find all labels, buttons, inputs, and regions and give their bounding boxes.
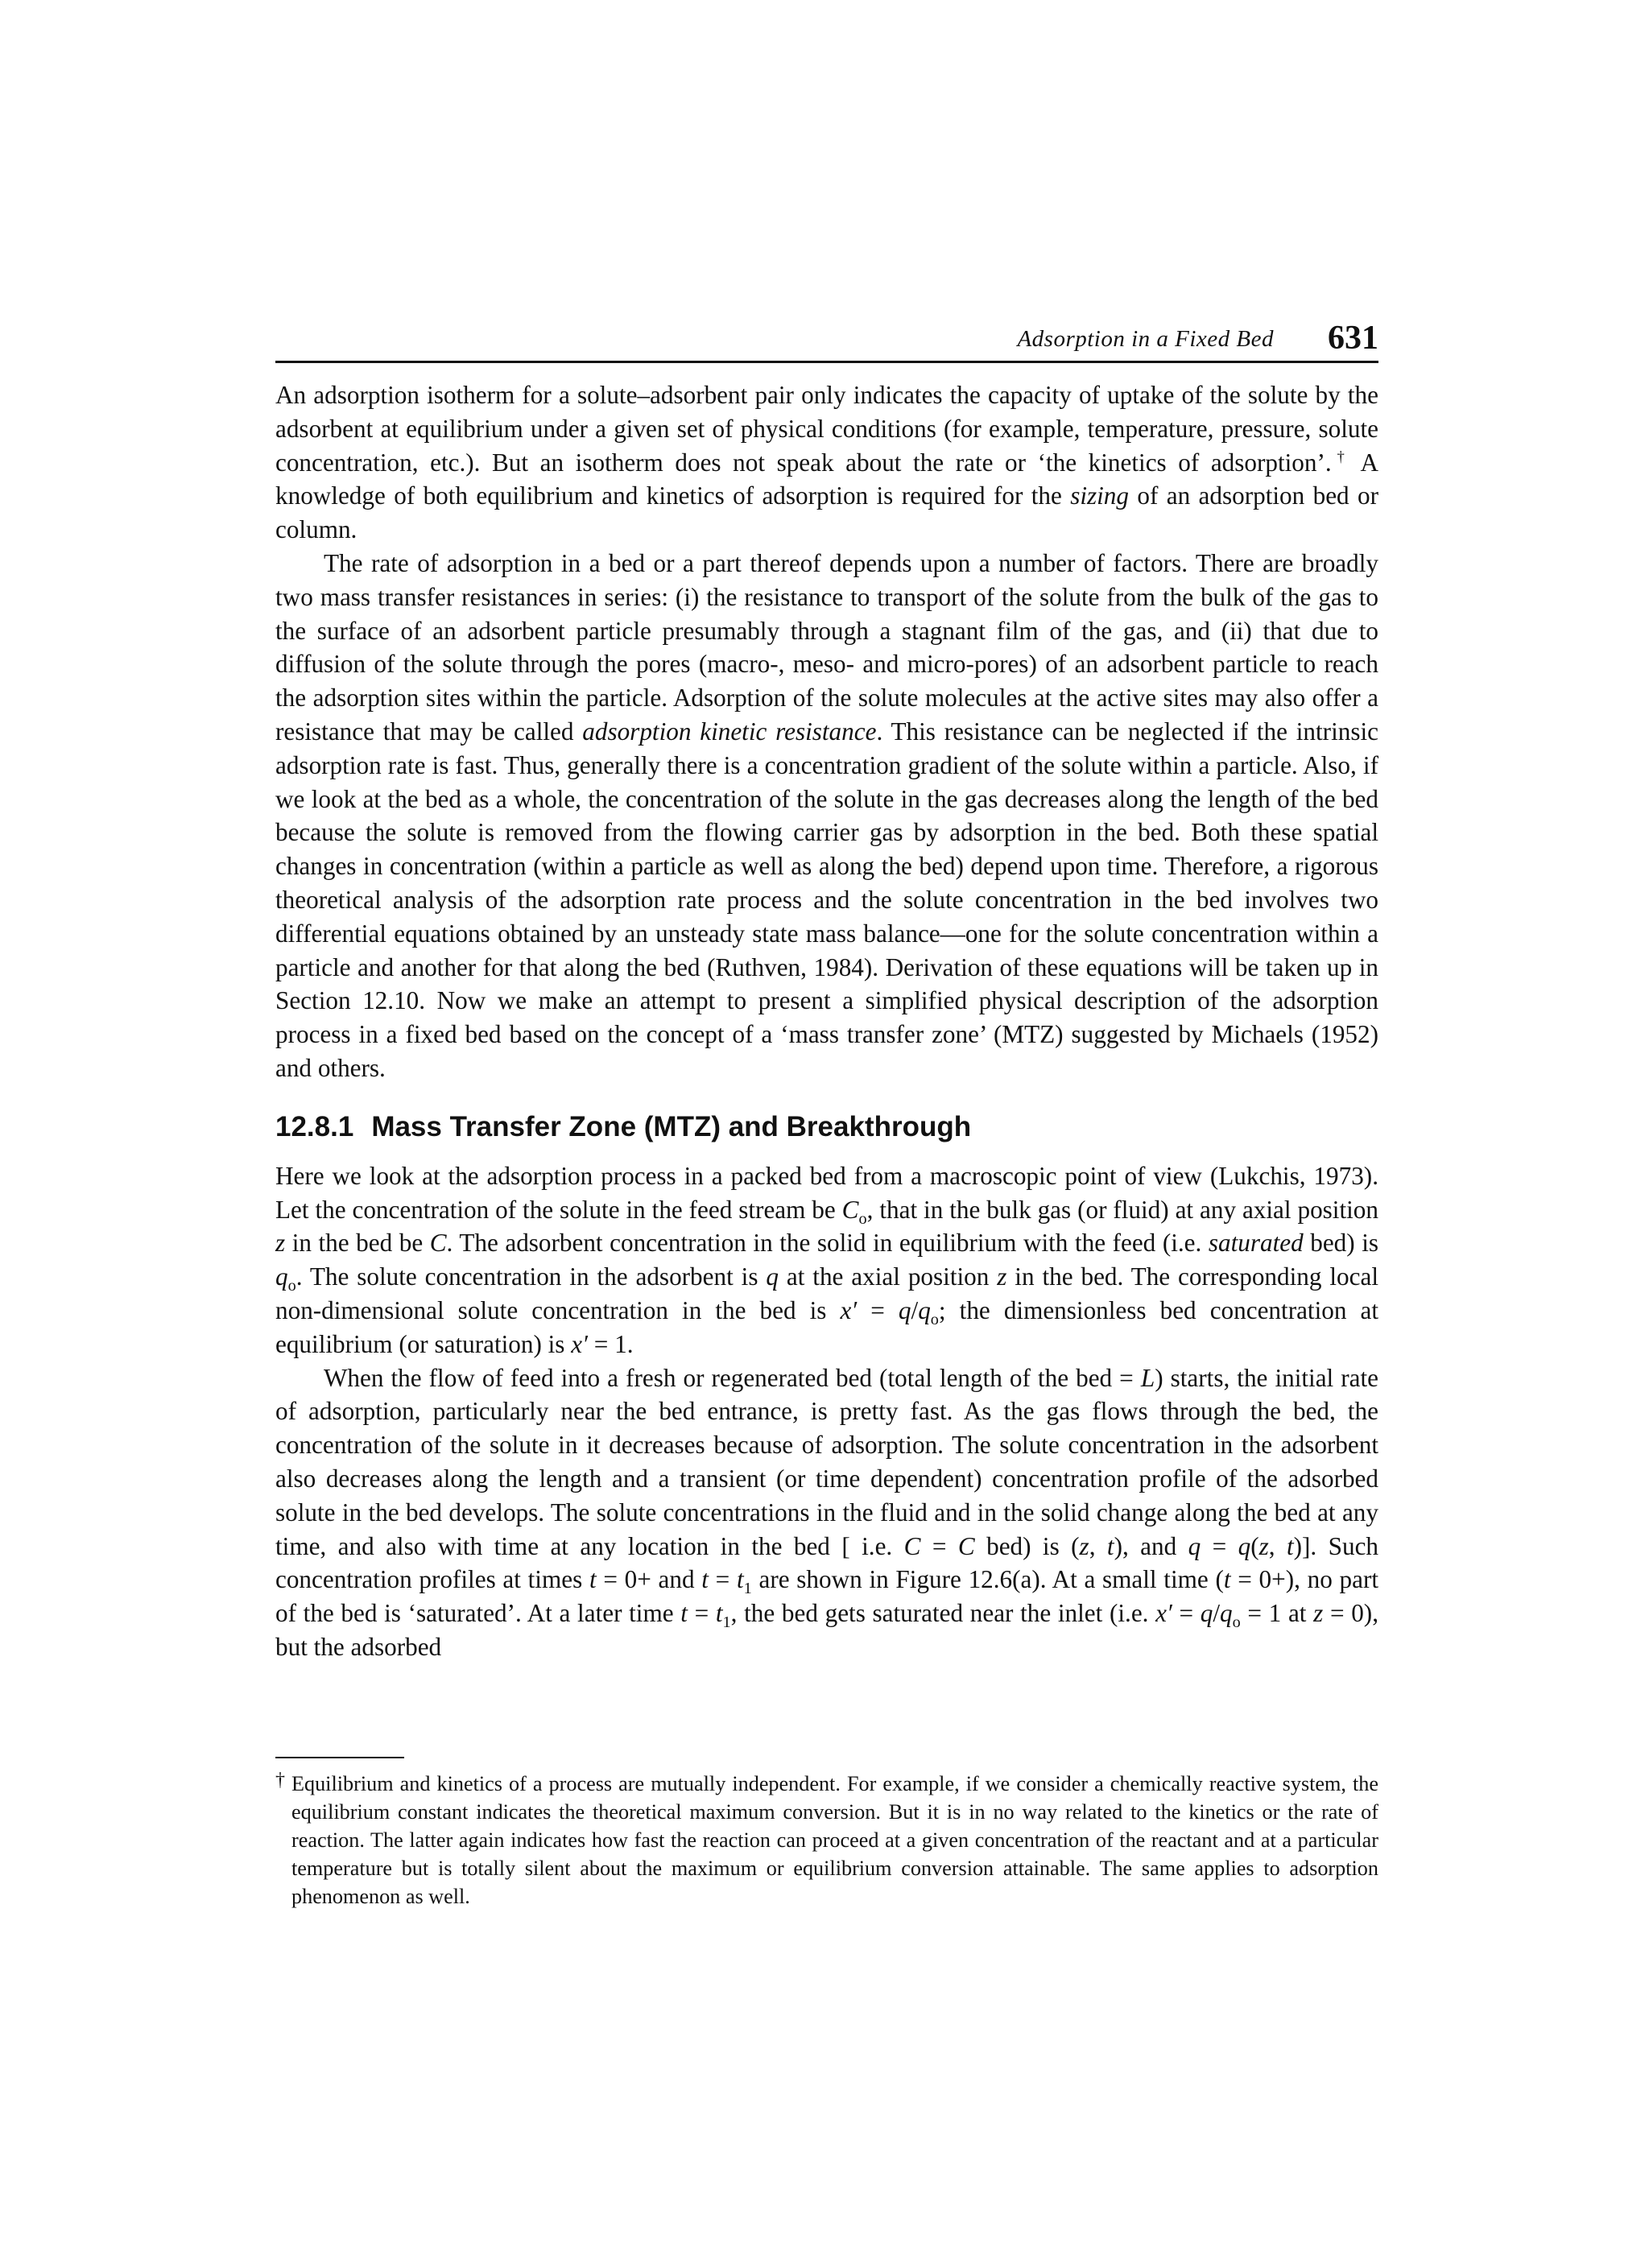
paragraph-flow bbox=[275, 1361, 1378, 1664]
text-run: ; the dimensionless bed concentration at equilibrium (or saturation) is bbox=[275, 1295, 1379, 1358]
text-run: = bbox=[920, 1531, 958, 1560]
symbol-x-prime: x′ bbox=[571, 1329, 588, 1358]
text-run: = bbox=[708, 1565, 737, 1594]
symbol-q: q bbox=[766, 1262, 779, 1291]
symbol-t: t bbox=[589, 1565, 597, 1594]
symbol-q: q bbox=[1188, 1531, 1201, 1560]
text-run: , that in the bulk gas (or fluid) at any axial position bbox=[866, 1195, 1378, 1224]
footnote-mark: † bbox=[275, 1770, 285, 1791]
text-run: are shown in Figure 12.6(a). At a small time ( bbox=[751, 1565, 1224, 1594]
text-run: ) starts, the initial rate of adsorption, particularly near the bed entrance, is pretty fast. As the gas flows through the bed, the concentration of the solute in it decreases because of adsorption. The solute concentration in the adsorbent also decreases along the length and a transient (or time dependent) concentration profile of the adsorbed solute in the bed develops. The solute concentrations in the fluid and in the solid change along the bed at any time, and also with time at any location in the bed [ i.e. bbox=[275, 1363, 1378, 1560]
symbol-t: t bbox=[1106, 1531, 1114, 1560]
symbol-L: L bbox=[1140, 1363, 1155, 1392]
text-run: bed) is bbox=[974, 1531, 1072, 1560]
symbol-q: q bbox=[898, 1295, 911, 1324]
subscript-o: o bbox=[1232, 1613, 1241, 1632]
section-number: 12.8.1 bbox=[275, 1110, 354, 1142]
text-run: = 1. bbox=[587, 1329, 634, 1358]
subscript-o: o bbox=[858, 1209, 867, 1228]
text-run: , bbox=[1268, 1531, 1287, 1560]
subscript-1: 1 bbox=[722, 1613, 731, 1632]
text-run: of an adsorption bed or column. bbox=[275, 481, 1378, 544]
section-heading bbox=[275, 1109, 1378, 1145]
subscript-1: 1 bbox=[743, 1580, 752, 1598]
symbol-x-prime: x′ bbox=[840, 1295, 858, 1324]
text-run: / bbox=[911, 1295, 919, 1324]
text-run: )]. Such concentration profiles at times bbox=[275, 1531, 1379, 1594]
page-number: 631 bbox=[1328, 320, 1378, 357]
emphasis-sizing: sizing bbox=[1070, 481, 1129, 510]
symbol-C: C bbox=[841, 1195, 859, 1224]
text-run: . The adsorbent concentration in the solid in equilibrium with the feed (i.e. bbox=[446, 1229, 1209, 1258]
text-run: in the bed be bbox=[285, 1229, 430, 1258]
text-run: = 0+ and bbox=[596, 1565, 702, 1594]
symbol-C: C bbox=[429, 1229, 447, 1258]
text-run: in the bed. The corresponding local non-dimensional solute concentration in the bed is bbox=[275, 1262, 1378, 1324]
symbol-t: t bbox=[1286, 1531, 1294, 1560]
text-run: = bbox=[1172, 1599, 1201, 1628]
symbol-q: q bbox=[1238, 1531, 1251, 1560]
paragraph-isotherm bbox=[275, 378, 1378, 547]
section-title: Mass Transfer Zone (MTZ) and Breakthrough bbox=[371, 1110, 972, 1142]
symbol-t: t bbox=[736, 1565, 744, 1594]
text-run: / bbox=[1213, 1599, 1221, 1628]
text-run: = bbox=[687, 1599, 716, 1628]
text-run: , the bed gets saturated near the inlet (i.e. bbox=[730, 1599, 1156, 1628]
symbol-x-prime: x′ bbox=[1155, 1599, 1172, 1628]
paragraph-mtz-intro bbox=[275, 1159, 1378, 1361]
subscript-o: o bbox=[287, 1277, 296, 1295]
symbol-q: q bbox=[918, 1295, 931, 1324]
footnote bbox=[275, 1770, 1378, 1911]
emphasis-kinetic-resistance: adsorption kinetic resistance bbox=[582, 717, 877, 746]
body-text bbox=[275, 378, 1378, 1664]
symbol-z: z bbox=[1258, 1531, 1269, 1560]
text-run: ), and bbox=[1114, 1531, 1188, 1560]
symbol-z: z bbox=[1079, 1531, 1089, 1560]
footnote-rule bbox=[275, 1757, 404, 1758]
footnote-marker: † bbox=[1331, 448, 1350, 466]
text-run: ( bbox=[1071, 1531, 1080, 1560]
text-run: = 0+), no part of the bed is ‘saturated’. At a later time bbox=[275, 1565, 1379, 1628]
symbol-z: z bbox=[997, 1262, 1007, 1291]
running-head-title: Adsorption in a Fixed Bed bbox=[1017, 326, 1274, 352]
symbol-q: q bbox=[275, 1262, 288, 1291]
symbol-C: C bbox=[957, 1531, 975, 1560]
text-run: = bbox=[1201, 1531, 1238, 1560]
symbol-t: t bbox=[680, 1599, 688, 1628]
text-run: An adsorption isotherm for a solute–adsorbent pair only indicates the capacity of uptake of the solute by the adsorbent at equilibrium under a given set of physical conditions (for example, temperature, pressure, solute concentration, etc.). But an isotherm does not speak about the rate or ‘the kinetics of adsorption’. bbox=[275, 381, 1378, 477]
text-run: ( bbox=[1250, 1531, 1259, 1560]
text-run: When the flow of feed into a fresh or regenerated bed (total length of the bed = bbox=[324, 1363, 1141, 1392]
text-run: = 0), but the adsorbed bbox=[275, 1599, 1378, 1661]
running-head bbox=[275, 316, 1378, 363]
text-run: , bbox=[1089, 1531, 1107, 1560]
symbol-t: t bbox=[701, 1565, 709, 1594]
text-run: at the axial position bbox=[778, 1262, 998, 1291]
symbol-t: t bbox=[715, 1599, 723, 1628]
emphasis-saturated: saturated bbox=[1208, 1229, 1304, 1258]
text-run: . The solute concentration in the adsorbent is bbox=[295, 1262, 767, 1291]
subscript-o: o bbox=[930, 1311, 939, 1329]
text-run: A knowledge of both equilibrium and kinetics of adsorption is required for the bbox=[275, 448, 1378, 510]
text-run: = bbox=[857, 1295, 899, 1324]
symbol-z: z bbox=[275, 1229, 286, 1258]
symbol-z: z bbox=[1313, 1599, 1324, 1628]
text-run: Here we look at the adsorption process in a packed bed from a macroscopic point of view (Lukchis, 1973). Let the concentration of the solute in the feed stream be bbox=[275, 1161, 1378, 1224]
text-run: . This resistance can be neglected if the intrinsic adsorption rate is fast. Thus, generally there is a concentration gradient of the solute within a particle. Also, if we look at the bed as a whole, the concentration of the solute in the gas decreases along the length of the bed because the solute is removed from the flowing carrier gas by adsorption in the bed. Both these spatial changes in concentration (within a particle as well as along the bed) depend upon time. Therefore, a rigorous theoretical analysis of the adsorption rate process and the solute concentration in the bed involves two differential equations obtained by an unsteady state mass balance—one for the solute concentration within a particle and another for that along the bed (Ruthven, 1984). Derivation of these equations will be taken up in Section 12.10. Now we make an attempt to present a simplified physical description of the adsorption process in a fixed bed based on the concept of a ‘mass transfer zone’ (MTZ) suggested by Michaels (1952) and others. bbox=[275, 717, 1378, 1082]
symbol-t: t bbox=[1223, 1565, 1231, 1594]
text-run: bed) is bbox=[1303, 1229, 1379, 1258]
text-run: = 1 at bbox=[1240, 1599, 1314, 1628]
paragraph-rate bbox=[275, 547, 1378, 1085]
text-run: The rate of adsorption in a bed or a part thereof depends upon a number of factors. There are broadly two mass transfer resistances in series: (i) the resistance to transport of the solute from the bulk of the gas to the surface of an adsorbent particle presumably through a stagnant film of the gas, and (ii) that due to diffusion of the solute through the pores (macro-, meso- and micro-pores) of an adsorbent particle to reach the adsorption sites within the particle. Adsorption of the solute molecules at the active sites may also offer a resistance that may be called bbox=[275, 548, 1378, 746]
symbol-q: q bbox=[1200, 1599, 1213, 1628]
footnote-text: Equilibrium and kinetics of a process are mutually independent. For example, if we consider a chemically reactive system, the equilibrium constant indicates the theoretical maximum conversion. But it is in no way related to the kinetics or the rate of reaction. The latter again indicates how fast the reaction can proceed at a given concentration of the reactant and at a particular temperature but is totally silent about the maximum or equilibrium conversion attainable. The same applies to adsorption phenomenon as well. bbox=[291, 1772, 1378, 1908]
symbol-q: q bbox=[1220, 1599, 1233, 1628]
symbol-C: C bbox=[903, 1531, 921, 1560]
